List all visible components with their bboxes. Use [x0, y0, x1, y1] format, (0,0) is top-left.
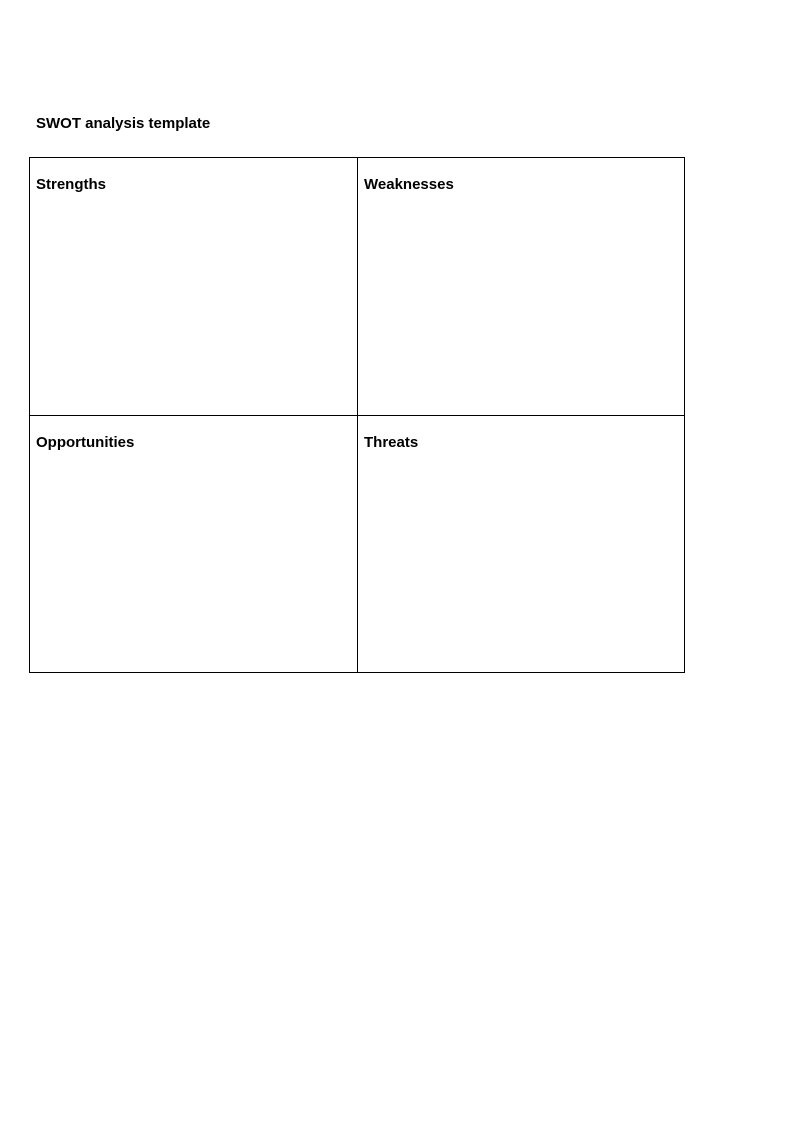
threats-label: Threats	[364, 434, 419, 451]
strengths-label: Strengths	[36, 176, 107, 193]
threats-cell[interactable]	[358, 416, 685, 673]
swot-grid	[29, 157, 685, 673]
strengths-cell[interactable]	[30, 158, 358, 416]
opportunities-cell[interactable]	[30, 416, 358, 673]
weaknesses-cell[interactable]	[358, 158, 685, 416]
page-title: SWOT analysis template	[36, 115, 211, 132]
weaknesses-label: Weaknesses	[364, 176, 454, 193]
opportunities-label: Opportunities	[36, 434, 135, 451]
